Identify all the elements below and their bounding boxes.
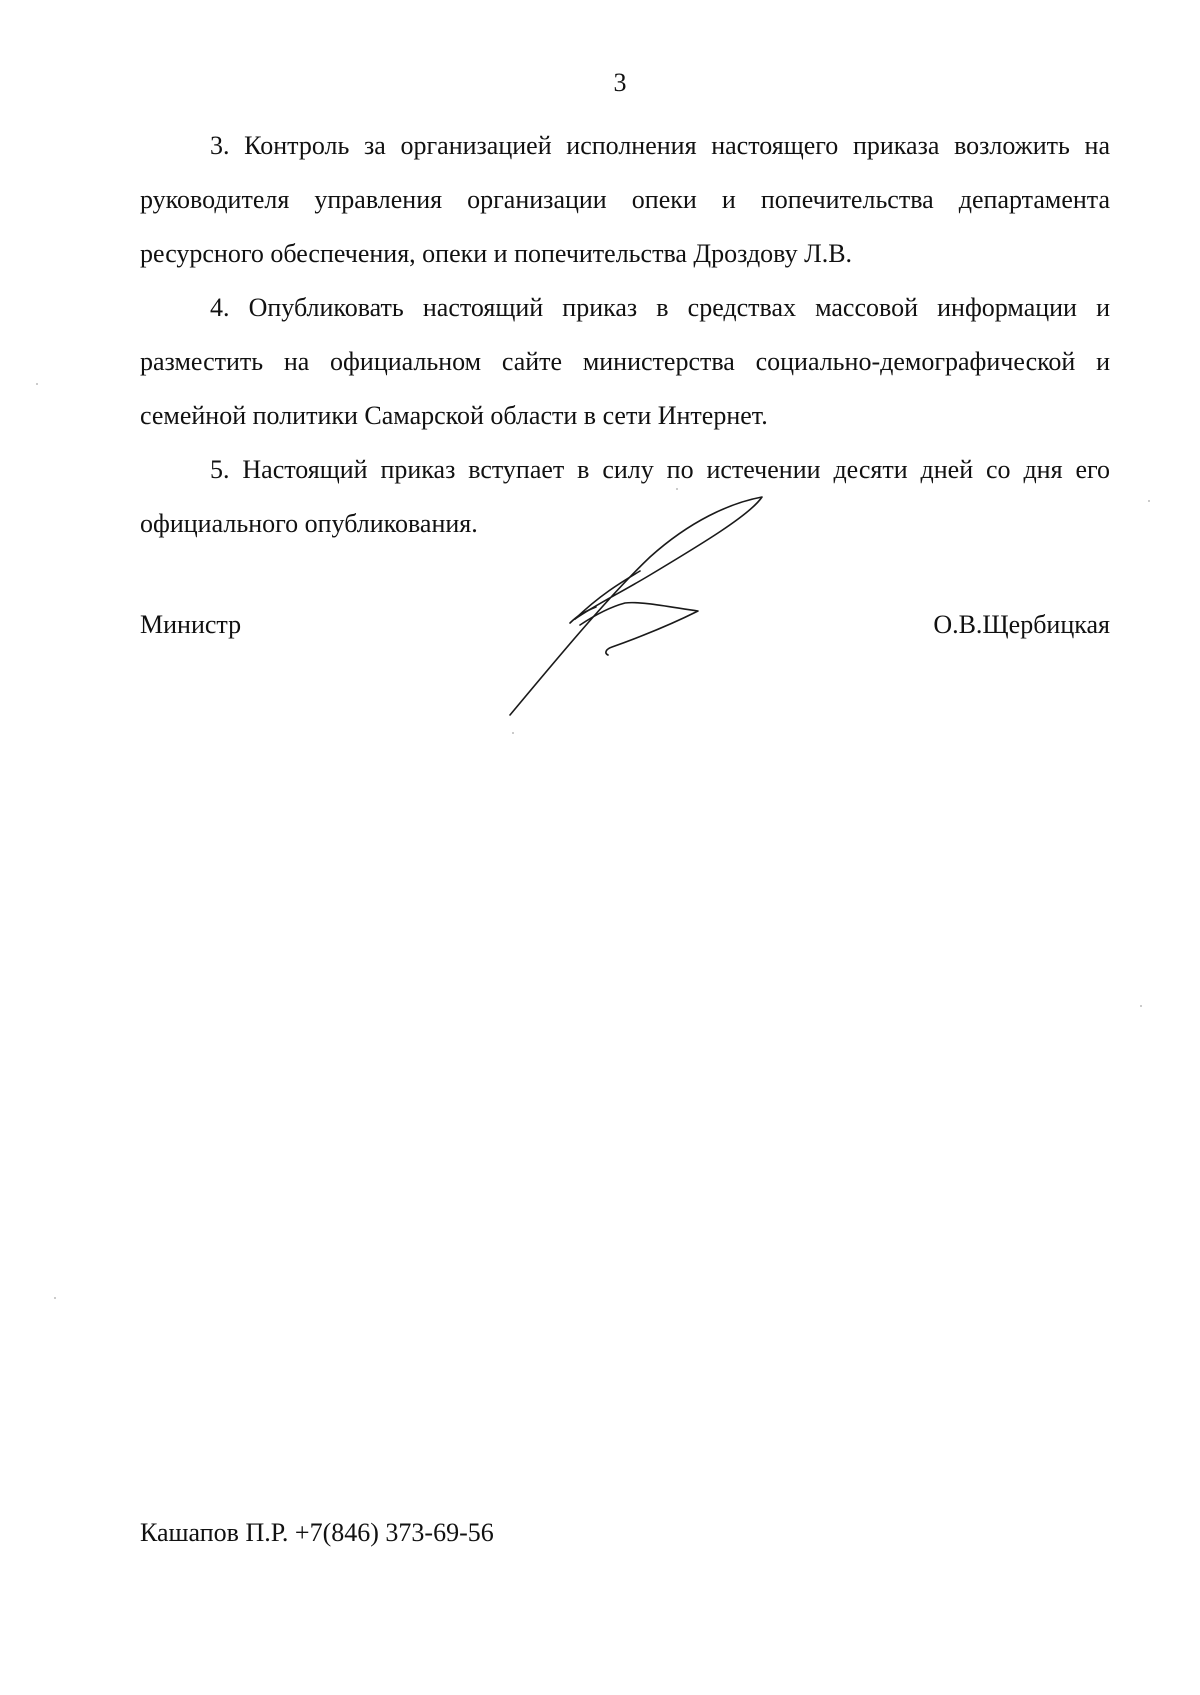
paragraph-4: 4. Опубликовать настоящий приказ в средствах массовой информации и разместить на официальном сайте министерства социально-демографической и семейной политики Самарской области в сети Интернет. (140, 293, 1110, 430)
contact-line: Кашапов П.Р. +7(846) 373-69-56 (140, 1518, 494, 1547)
signatory-title: Министр (140, 610, 242, 639)
scan-speck (512, 732, 514, 734)
handwritten-signature (500, 495, 790, 725)
paragraph-5: 5. Настоящий приказ вступает в силу по истечении десяти дней со дня его официального опубликования. (140, 455, 1110, 538)
signatory-name: О.В.Щербицкая (933, 610, 1110, 639)
paragraph-3: 3. Контроль за организацией исполнения настоящего приказа возложить на руководителя управления организации опеки и попечительства департамента ресурсного обеспечения, опеки и попечительства Дроздову Л.В. (140, 131, 1110, 268)
scan-speck (676, 488, 678, 490)
scan-speck (54, 1297, 56, 1299)
scan-speck (36, 383, 38, 385)
document-body (140, 119, 1110, 551)
scan-speck (1140, 1005, 1142, 1007)
scan-speck (1148, 500, 1150, 502)
page-number: 3 (613, 68, 627, 97)
